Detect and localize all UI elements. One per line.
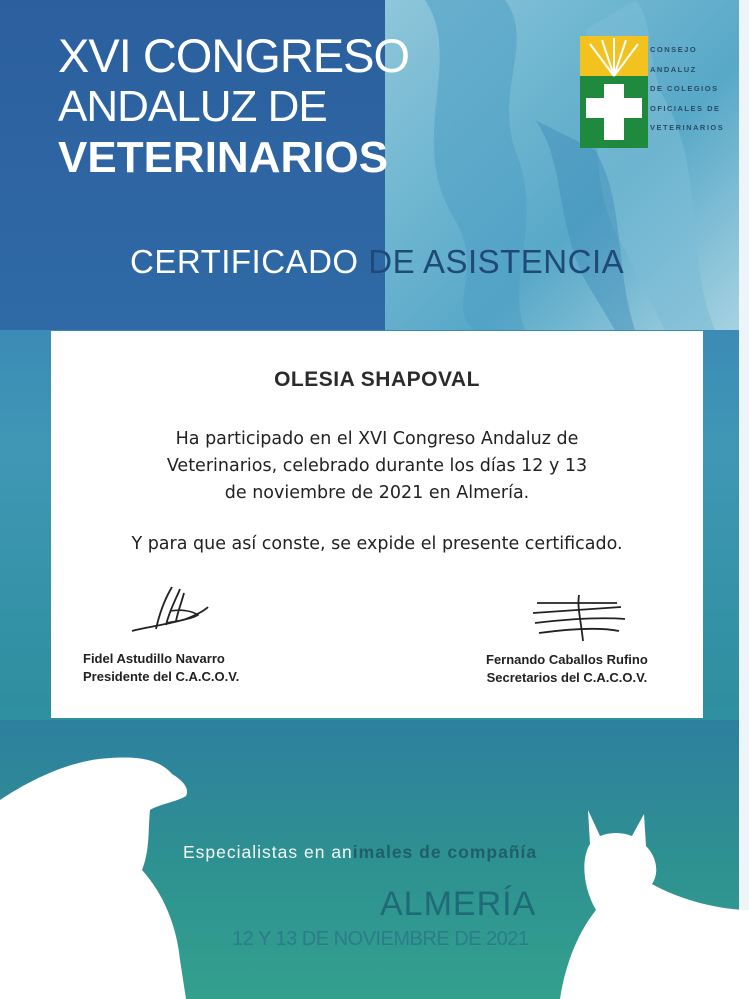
signature-president [126,581,216,651]
certificate-heading-part2: DE ASISTENCIA [368,243,625,280]
signer-secretary [486,651,648,687]
title-line-2: ANDALUZ DE [58,82,327,131]
tagline-part2: imales de compañía [352,842,538,862]
signer-name: Fidel Astudillo Navarro [83,651,225,666]
certificate-body [111,426,643,507]
title-line-3: VETERINARIOS [58,133,389,182]
consejo-logo [576,32,725,152]
signer-role: Secretarios del C.A.C.O.V. [486,670,648,685]
consejo-name [650,40,724,138]
body-line: Ha participado en el XVI Congreso Andaluz de [175,429,579,449]
signer-role: Presidente del C.A.C.O.V. [83,669,240,684]
signature-secretary [529,593,629,645]
logo-line: VETERINARIOS [650,123,725,132]
logo-line: OFICIALES DE [650,103,721,113]
conste-statement: Y para que así conste, se expide el presente certificado. [131,534,623,554]
title-line-1: XVI CONGRESO [58,29,410,82]
certificate-heading [130,243,624,281]
city-name: ALMERÍA [380,885,537,923]
cat-silhouette-icon [560,810,749,999]
tagline [183,842,537,863]
logo-line: DE COLEGIOS [650,84,719,93]
certificate-heading-part1: CERTIFICADO [130,243,359,280]
logo-line: ANDALUZ [650,64,697,74]
congress-title [58,30,409,184]
signer-name: Fernando Caballos Rufino [486,652,648,667]
dog-silhouette-icon [0,758,187,999]
certificate-card [51,331,703,718]
event-dates: 12 Y 13 DE NOVIEMBRE DE 2021 [232,928,529,950]
consejo-emblem-icon [580,36,648,148]
signer-president [83,650,239,686]
recipient-name: OLESIA SHAPOVAL [274,368,480,391]
body-line: Veterinarios, celebrado durante los días 12 y 13 [166,456,588,476]
tagline-part1: Especialistas en an [183,842,353,862]
pet-silhouettes [0,740,749,999]
body-line: de noviembre de 2021 en Almería. [224,483,530,503]
logo-line: CONSEJO [650,45,698,54]
